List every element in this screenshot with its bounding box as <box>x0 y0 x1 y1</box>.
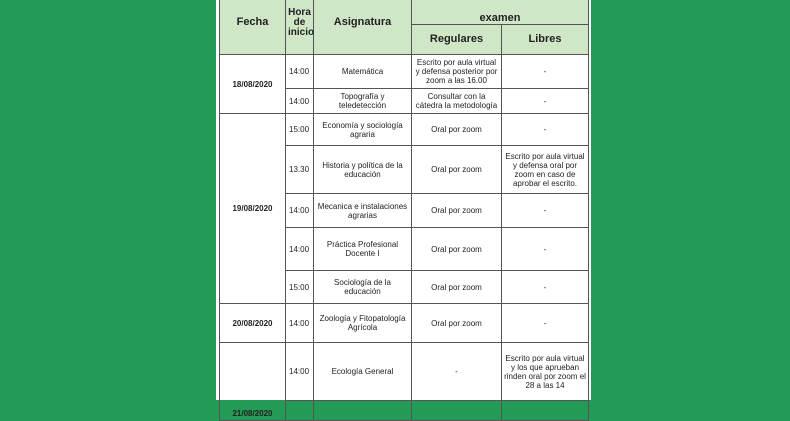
libre-cell: - <box>502 89 589 114</box>
table-row <box>220 304 589 343</box>
right-edge-band <box>591 0 594 400</box>
time-cell: 14:00 <box>286 343 314 401</box>
time-cell: 15:00 <box>286 271 314 304</box>
exam-schedule-table <box>219 0 589 421</box>
regular-cell: Oral por zoom <box>412 304 502 343</box>
libre-cell: - <box>502 228 589 271</box>
header-modalidad: examen <box>412 0 589 25</box>
time-cell: 14:00 <box>286 55 314 89</box>
date-cell: 20/08/2020 <box>220 304 286 343</box>
date-cell: 21/08/2020 <box>220 343 286 421</box>
regular-cell: Oral por zoom <box>412 146 502 194</box>
subject-cell: Zoología y Fitopatología Agrícola <box>314 304 412 343</box>
table-row <box>220 55 589 89</box>
regular-cell: Consultar con la cátedra la metodología <box>412 89 502 114</box>
header-hora-inicio: Hora de inicio <box>286 0 314 55</box>
table-row <box>220 114 589 146</box>
libre-cell: - <box>502 194 589 228</box>
regular-cell: Oral por zoom <box>412 228 502 271</box>
header-regulares: Regulares <box>412 25 502 55</box>
regular-cell: Oral por zoom <box>412 271 502 304</box>
exam-schedule-sheet <box>216 0 594 418</box>
subject-cell: Matemática <box>314 55 412 89</box>
date-cell: 19/08/2020 <box>220 114 286 304</box>
header-asignatura: Asignatura <box>314 0 412 55</box>
subject-cell: Historia y política de la educación <box>314 146 412 194</box>
date-cell: 18/08/2020 <box>220 55 286 114</box>
libre-cell: Escrito por aula virtual y los que aprueban rinden oral por zoom el 28 a las 14 <box>502 343 589 401</box>
subject-cell: Sociología de la educación <box>314 271 412 304</box>
time-cell: 14:00 <box>286 304 314 343</box>
libre-cell: - <box>502 271 589 304</box>
time-cell: 14:00 <box>286 194 314 228</box>
libre-cell: Escrito por aula virtual y defensa oral por zoom en caso de aprobar el escrito. <box>502 146 589 194</box>
subject-cell: Topografía y teledetección <box>314 89 412 114</box>
header-fecha: Fecha <box>220 0 286 55</box>
regular-cell: - <box>412 343 502 401</box>
time-cell: 13.30 <box>286 146 314 194</box>
libre-cell: - <box>502 114 589 146</box>
regular-cell: Oral por zoom <box>412 194 502 228</box>
regular-cell: Escrito por aula virtual y defensa posterior por zoom a las 16.00 <box>412 55 502 89</box>
header-libres: Libres <box>502 25 589 55</box>
time-cell: 14:00 <box>286 228 314 271</box>
subject-cell: Ecología General <box>314 343 412 401</box>
time-cell: 15:00 <box>286 114 314 146</box>
libre-cell: - <box>502 55 589 89</box>
table-row <box>220 343 589 401</box>
libre-cell: - <box>502 304 589 343</box>
subject-cell: Práctica Profesional Docente I <box>314 228 412 271</box>
subject-cell: Mecanica e instalaciones agrarias <box>314 194 412 228</box>
subject-cell: Economía y sociología agraria <box>314 114 412 146</box>
time-cell: 14:00 <box>286 89 314 114</box>
regular-cell: Oral por zoom <box>412 114 502 146</box>
